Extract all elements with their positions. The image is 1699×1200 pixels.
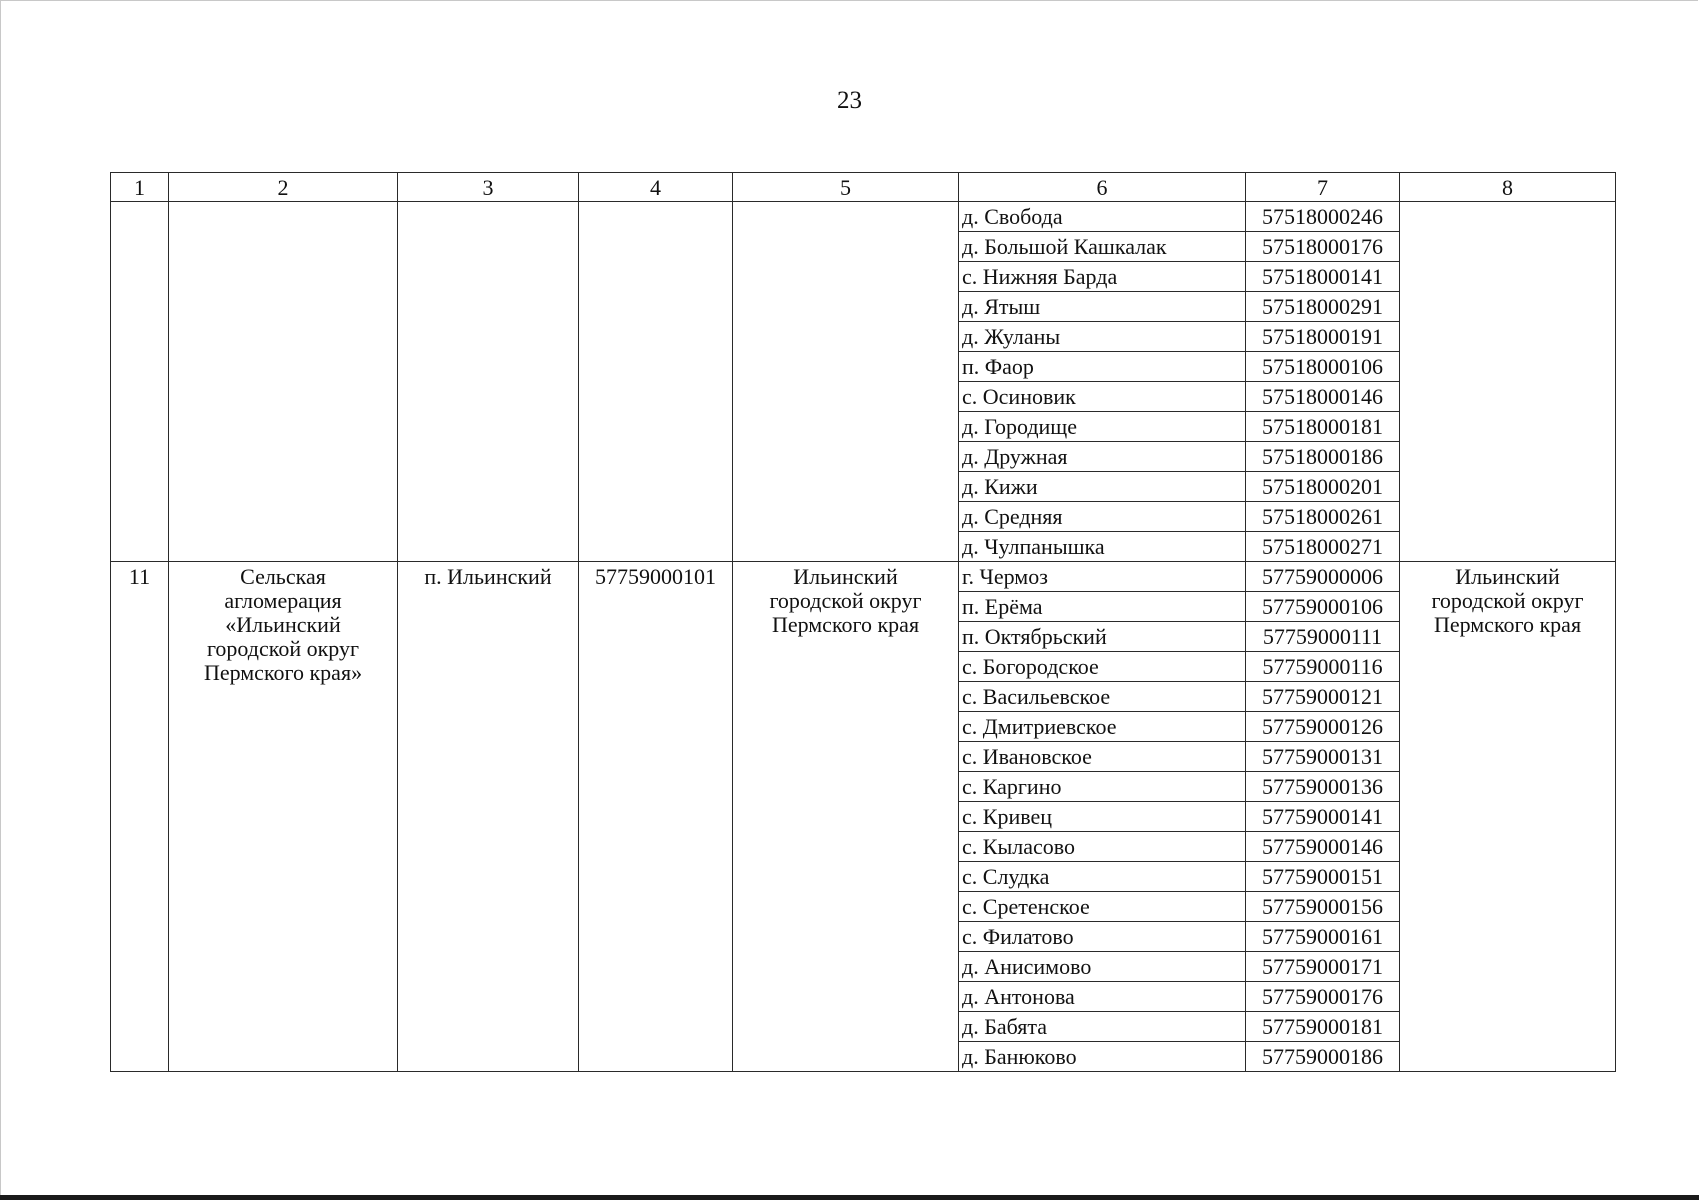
oktmo-code: 57759000111 <box>1246 622 1400 652</box>
oktmo-code: 57759000126 <box>1246 712 1400 742</box>
settlement-table <box>110 172 1616 1072</box>
prev-name-cell <box>169 202 398 562</box>
oktmo-code: 57518000181 <box>1246 412 1400 442</box>
settlement-name: с. Нижняя Барда <box>959 262 1246 292</box>
oktmo-code: 57759000141 <box>1246 802 1400 832</box>
column-header: 7 <box>1246 173 1400 202</box>
municipality-name: Ильинский городской округ Пермского края <box>769 564 922 637</box>
settlement-name: с. Слудка <box>959 862 1246 892</box>
prev-center-code-cell <box>579 202 733 562</box>
column-header: 8 <box>1400 173 1616 202</box>
oktmo-code: 57759000186 <box>1246 1042 1400 1072</box>
oktmo-code: 57759000176 <box>1246 982 1400 1012</box>
settlement-name: с. Дмитриевское <box>959 712 1246 742</box>
settlement-name: п. Ерёма <box>959 592 1246 622</box>
settlement-name: с. Сретенское <box>959 892 1246 922</box>
settlement-name: д. Свобода <box>959 202 1246 232</box>
oktmo-code: 57759000136 <box>1246 772 1400 802</box>
settlement-name: д. Бабята <box>959 1012 1246 1042</box>
oktmo-code: 57759000171 <box>1246 952 1400 982</box>
column-header: 1 <box>111 173 169 202</box>
oktmo-code: 57518000186 <box>1246 442 1400 472</box>
settlement-name: д. Ятыш <box>959 292 1246 322</box>
oktmo-code: 57518000146 <box>1246 382 1400 412</box>
settlement-name: п. Фаор <box>959 352 1246 382</box>
column-header: 2 <box>169 173 398 202</box>
prev-number-cell <box>111 202 169 562</box>
oktmo-code: 57759000131 <box>1246 742 1400 772</box>
oktmo-code: 57518000106 <box>1246 352 1400 382</box>
entry-section <box>111 562 1616 1072</box>
settlement-name: д. Чулпанышка <box>959 532 1246 562</box>
settlement-name: д. Банюково <box>959 1042 1246 1072</box>
prev-municipality-cell <box>733 202 959 562</box>
table-row <box>111 202 1616 232</box>
settlement-name: с. Васильевское <box>959 682 1246 712</box>
settlement-name: д. Антонова <box>959 982 1246 1012</box>
oktmo-code: 57518000246 <box>1246 202 1400 232</box>
settlement-name: г. Чермоз <box>959 562 1246 592</box>
oktmo-code: 57518000201 <box>1246 472 1400 502</box>
oktmo-code: 57759000116 <box>1246 652 1400 682</box>
oktmo-code: 57518000191 <box>1246 322 1400 352</box>
settlement-name: с. Кыласово <box>959 832 1246 862</box>
settlement-name: с. Богородское <box>959 652 1246 682</box>
column-header: 5 <box>733 173 959 202</box>
municipality-cell <box>733 562 959 1072</box>
oktmo-code: 57518000141 <box>1246 262 1400 292</box>
settlement-name: д. Городище <box>959 412 1246 442</box>
oktmo-code: 57518000261 <box>1246 502 1400 532</box>
oktmo-code: 57759000006 <box>1246 562 1400 592</box>
region-cell <box>1400 562 1616 1072</box>
settlement-name: д. Большой Кашкалак <box>959 232 1246 262</box>
prev-center-cell <box>398 202 579 562</box>
settlement-name: с. Филатово <box>959 922 1246 952</box>
agglomeration-name-cell <box>169 562 398 1072</box>
region-name: Ильинский городской округ Пермского края <box>1431 564 1584 637</box>
column-header: 3 <box>398 173 579 202</box>
header-row <box>111 173 1616 202</box>
settlement-name: д. Анисимово <box>959 952 1246 982</box>
oktmo-code: 57759000121 <box>1246 682 1400 712</box>
settlement-name: с. Каргино <box>959 772 1246 802</box>
column-header: 4 <box>579 173 733 202</box>
agglomeration-name: Сельская агломерация «Ильинский городской округ Пермского края» <box>203 564 363 685</box>
admin-center: п. Ильинский <box>398 562 579 1072</box>
oktmo-code: 57518000291 <box>1246 292 1400 322</box>
oktmo-code: 57518000176 <box>1246 232 1400 262</box>
settlement-name: с. Осиновик <box>959 382 1246 412</box>
settlement-name: с. Ивановское <box>959 742 1246 772</box>
settlement-name: д. Жуланы <box>959 322 1246 352</box>
oktmo-code: 57759000106 <box>1246 592 1400 622</box>
oktmo-code: 57759000156 <box>1246 892 1400 922</box>
oktmo-code: 57759000151 <box>1246 862 1400 892</box>
settlement-name: д. Кижи <box>959 472 1246 502</box>
prev-region-cell <box>1400 202 1616 562</box>
scan-edge <box>0 1195 1699 1200</box>
settlement-name: с. Кривец <box>959 802 1246 832</box>
entry-number: 11 <box>111 562 169 1072</box>
settlement-name: п. Октябрьский <box>959 622 1246 652</box>
settlement-name: д. Средняя <box>959 502 1246 532</box>
page-number: 23 <box>837 87 862 114</box>
continuation-section <box>111 202 1616 562</box>
settlement-name: д. Дружная <box>959 442 1246 472</box>
oktmo-code: 57759000181 <box>1246 1012 1400 1042</box>
admin-center-code: 57759000101 <box>579 562 733 1072</box>
oktmo-code: 57518000271 <box>1246 532 1400 562</box>
oktmo-code: 57759000161 <box>1246 922 1400 952</box>
oktmo-code: 57759000146 <box>1246 832 1400 862</box>
column-header: 6 <box>959 173 1246 202</box>
table-row <box>111 562 1616 592</box>
